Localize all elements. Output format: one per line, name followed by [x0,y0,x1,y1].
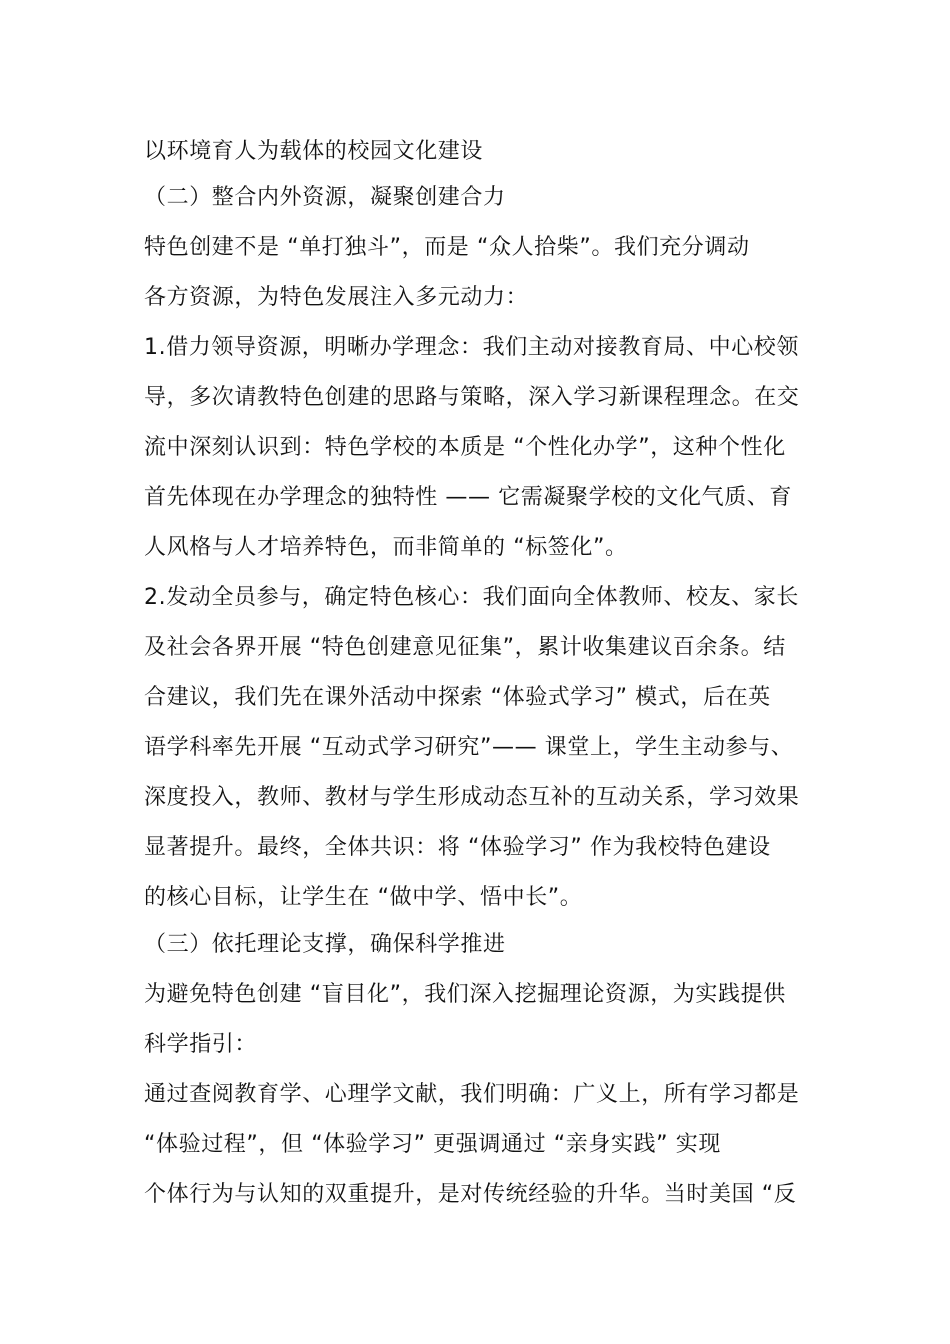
text-line: 特色创建不是 “单打独斗”，而是 “众人拾柴”。我们充分调动 [144,235,750,260]
text-line: 合建议，我们先在课外活动中探索 “体验式学习” 模式，后在英 [144,685,771,710]
text-line: 首先体现在办学理念的独特性 —— 它需凝聚学校的文化气质、育 [144,485,792,510]
text-line: 深度投入，教师、教材与学生形成动态互补的互动关系，学习效果 [144,785,800,810]
text-line: 2.发动全员参与，确定特色核心：我们面向全体教师、校友、家长 [144,585,799,610]
section-heading: （三）依托理论支撑，确保科学推进 [144,932,506,957]
section-heading: （二）整合内外资源，凝聚创建合力 [144,185,506,210]
text-line: 及社会各界开展 “特色创建意见征集”，累计收集建议百余条。结 [144,635,786,660]
text-line: 1.借力领导资源，明晰办学理念：我们主动对接教育局、中心校领 [144,335,799,360]
text-line: 通过查阅教育学、心理学文献，我们明确：广义上，所有学习都是 [144,1082,800,1107]
text-line: 流中深刻认识到：特色学校的本质是 “个性化办学”，这种个性化 [144,435,786,460]
text-line: 导，多次请教特色创建的思路与策略，深入学习新课程理念。在交 [144,385,800,410]
text-line: 的核心目标，让学生在 “做中学、悟中长”。 [144,885,583,910]
text-line: 显著提升。最终，全体共识：将 “体验学习” 作为我校特色建设 [144,835,771,860]
text-line: 语学科率先开展 “互动式学习研究”—— 课堂上，学生主动参与、 [144,735,794,760]
text-line: 为避免特色创建 “盲目化”，我们深入挖掘理论资源，为实践提供 [144,982,786,1007]
text-line: 以环境育人为载体的校园文化建设 [144,139,484,164]
text-line: 人风格与人才培养特色，而非简单的 “标签化”。 [144,535,628,560]
text-line: “体验过程”，但 “体验学习” 更强调通过 “亲身实践” 实现 [144,1132,721,1157]
text-line: 科学指引： [144,1032,258,1057]
text-line: 各方资源，为特色发展注入多元动力： [144,285,529,310]
text-line: 个体行为与认知的双重提升，是对传统经验的升华。当时美国 “反 [144,1182,797,1207]
